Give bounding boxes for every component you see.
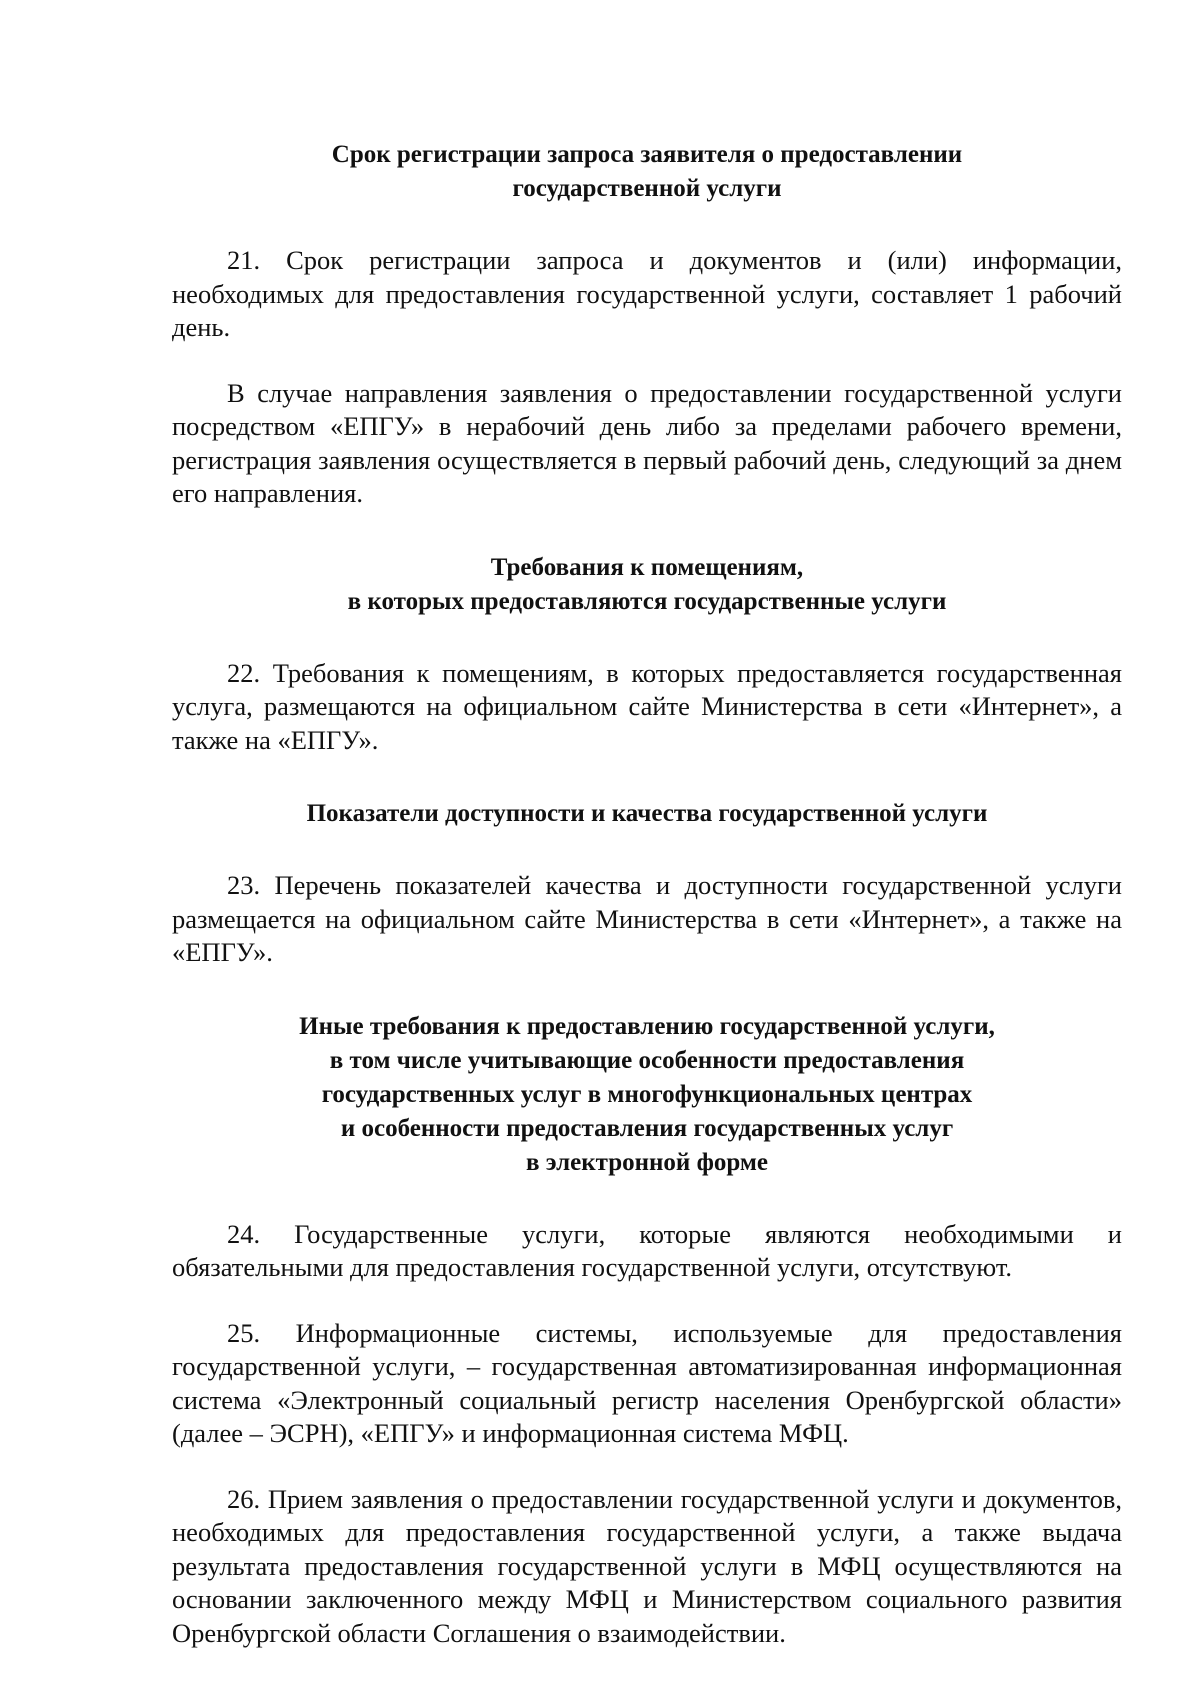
section-heading-registration (172, 138, 1122, 206)
paragraph-25: 25. Информационные системы, используемые для предоставления государственной услуги, – государственная автоматизированная информационная система «Электронный социальный регистр населения Оренбургской области» (далее – ЭСРН), «ЕПГУ» и информационная система МФЦ. (172, 1317, 1122, 1448)
paragraph-24: 24. Государственные услуги, которые являются необходимыми и обязательными для предоставления государственной услуги, отсутствуют. (172, 1218, 1122, 1282)
paragraph-22: 22. Требования к помещениям, в которых предоставляется государственная услуга, размещаются на официальном сайте Министерства в сети «Интернет», а также на «ЕПГУ». (172, 657, 1122, 755)
document-body (172, 138, 1122, 1650)
section-heading-other-requirements (172, 1010, 1122, 1180)
heading-line: в том числе учитывающие особенности предоставления (329, 1046, 965, 1074)
heading-line: в электронной форме (525, 1148, 769, 1176)
paragraph-23: 23. Перечень показателей качества и доступности государственной услуги размещается на официальном сайте Министерства в сети «Интернет», а также на «ЕПГУ». (172, 870, 1122, 967)
section-heading-indicators (172, 797, 1122, 831)
heading-line: государственной услуги (512, 175, 782, 202)
section-heading-premises (172, 551, 1122, 619)
heading-line: в которых предоставляются государственные услуги (347, 587, 947, 615)
heading-line: Требования к помещениям, (490, 553, 804, 581)
heading-line: Иные требования к предоставлению государственной услуги, (299, 1012, 995, 1040)
heading-line: Показатели доступности и качества государственной услуги (306, 800, 988, 827)
heading-line: государственных услуг в многофункциональных центрах (321, 1080, 973, 1108)
paragraph-26: 26. Прием заявления о предоставлении государственной услуги и документов, необходимых для предоставления государственной услуги, а также выдача результата предоставления государственной услуги в МФЦ осуществляются на основании заключенного между МФЦ и Министерством социального развития Оренбургской области Соглашения о взаимодействии. (172, 1483, 1122, 1648)
heading-line: Срок регистрации запроса заявителя о предоставлении (331, 141, 963, 168)
heading-line: и особенности предоставления государственных услуг (340, 1114, 954, 1142)
paragraph-21-epgu: В случае направления заявления о предоставлении государственной услуги посредством «ЕПГУ» в нерабочий день либо за пределами рабочего времени, регистрация заявления осуществляется в первый рабочий день, следующий за днем его направления. (172, 377, 1122, 508)
paragraph-21: 21. Срок регистрации запроса и документов и (или) информации, необходимых для предоставления государственной услуги, составляет 1 рабочий день. (172, 245, 1122, 342)
